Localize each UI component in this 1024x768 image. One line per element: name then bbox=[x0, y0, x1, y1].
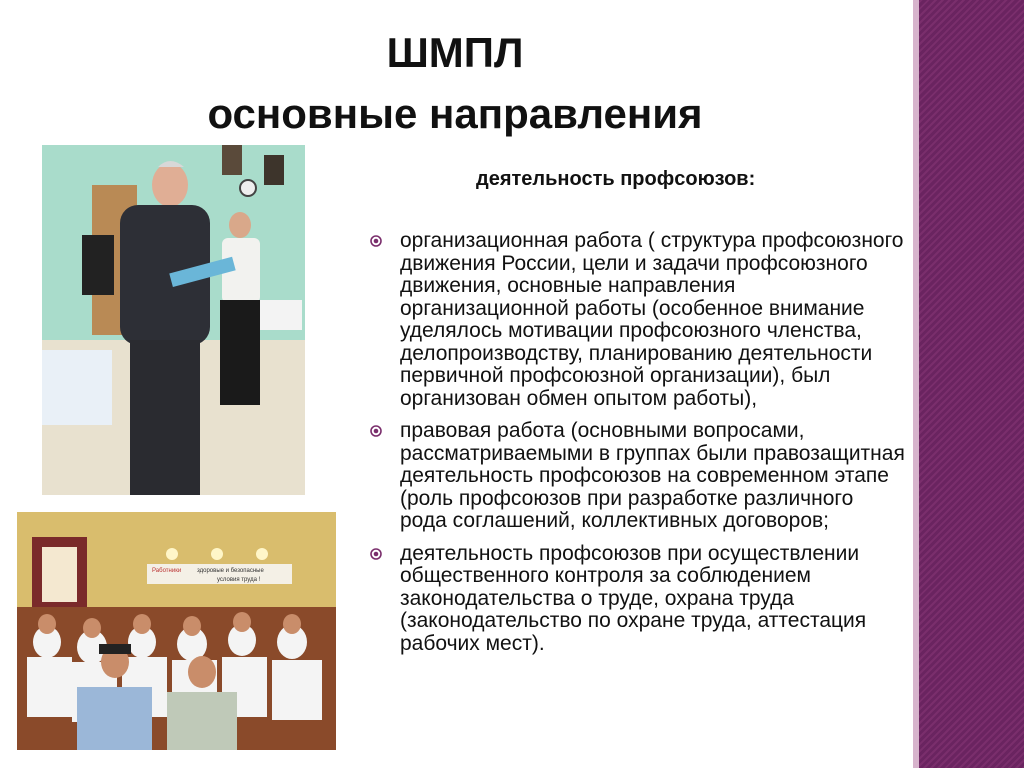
bullet-list bbox=[370, 230, 905, 665]
banner-text-2: здоровые и безопасные bbox=[197, 568, 264, 574]
slide-title-line2: основные направления bbox=[207, 90, 703, 137]
circle-bullet-icon bbox=[370, 235, 382, 247]
banner-text-3: условия труда ! bbox=[217, 577, 261, 583]
banner-text-1: Работники bbox=[152, 568, 182, 574]
photo-speaker bbox=[42, 145, 305, 495]
circle-bullet-icon bbox=[370, 425, 382, 437]
photo-audience bbox=[17, 512, 336, 750]
bullet-text: деятельность профсоюзов при осуществлении общественного контроля за соблюдением законодательства о труде, охрана труда (законодательство по охране труда, аттестация рабочих мест). bbox=[400, 541, 867, 655]
bullet-item bbox=[370, 420, 905, 533]
decorative-side-band bbox=[913, 0, 1024, 768]
slide-title: ШМПЛ bbox=[386, 29, 524, 76]
bullet-text: организационная работа ( структура профсоюзного движения России, цели и задачи профсоюзного движения, основные направления организационной работы (особенное внимание уделялось мотивации профсоюзного членства, делопроизводству, планированию деятельности первичной профсоюзной организации), был организован обмен опытом работы), bbox=[400, 229, 904, 410]
circle-bullet-icon bbox=[370, 548, 382, 560]
bullet-item bbox=[370, 230, 905, 410]
bullet-text: правовая работа (основными вопросами, рассматриваемыми в группах были правозащитная деятельность профсоюзов на современном этапе (роль профсоюзов при разработке различного рода соглашений, коллективных договоров; bbox=[400, 419, 905, 532]
bullet-item bbox=[370, 543, 905, 656]
slide-subtitle: деятельность профсоюзов: bbox=[476, 168, 756, 190]
